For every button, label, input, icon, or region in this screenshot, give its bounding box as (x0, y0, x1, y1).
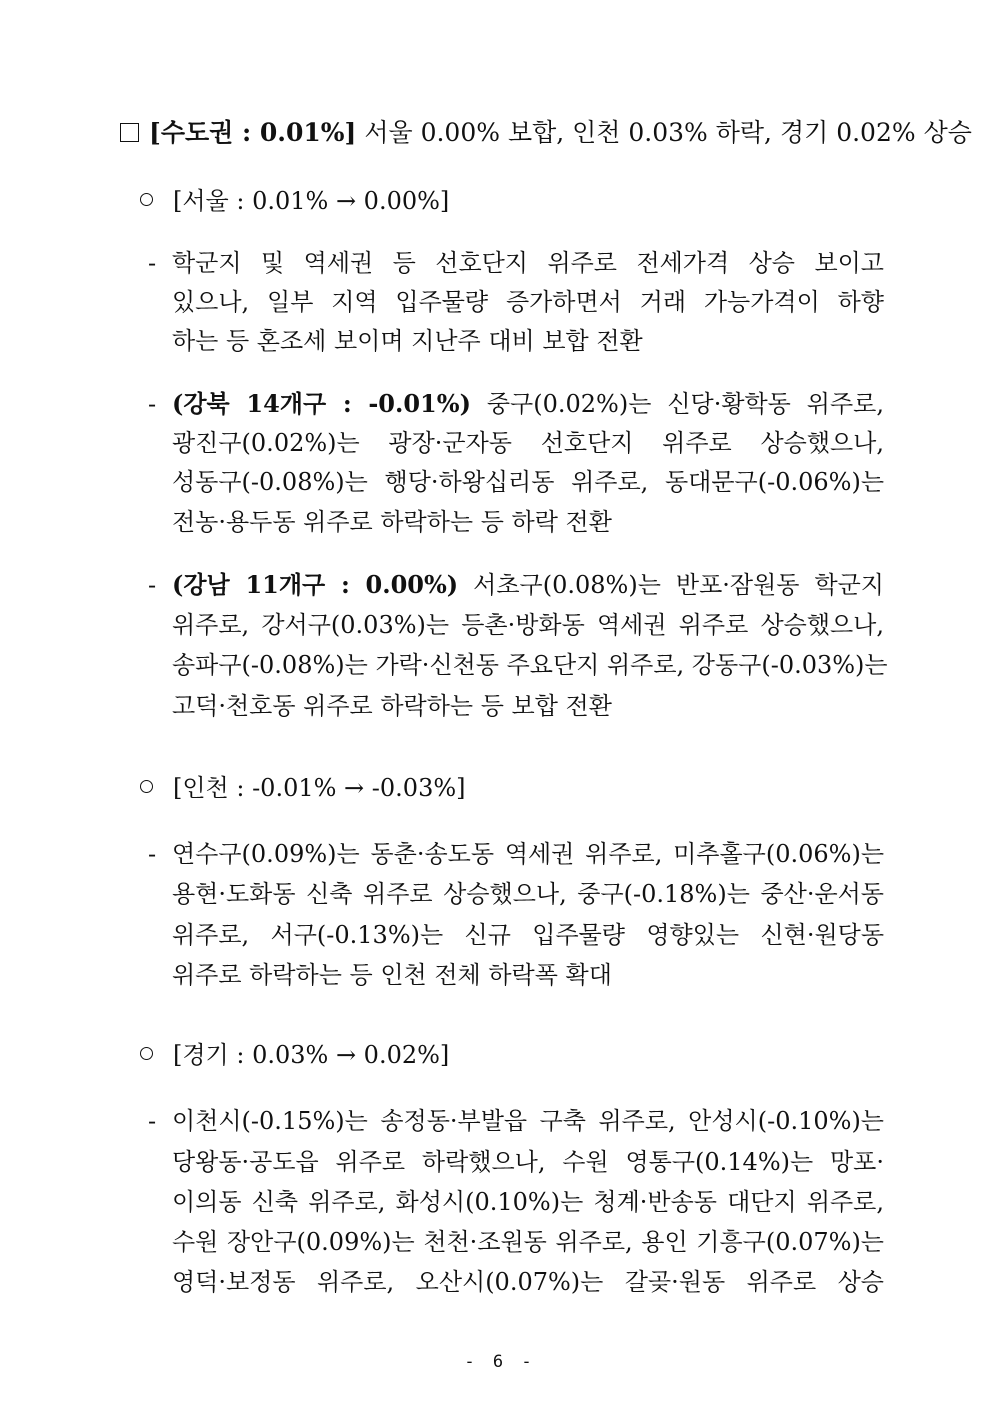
paragraph-line: 있으나, 일부 지역 입주물량 증가하면서 거래 가능가격이 하향 (172, 288, 884, 316)
paragraph-line: 학군지 및 역세권 등 선호단지 위주로 전세가격 상승 보이고 (172, 249, 884, 277)
paragraph-line: 송파구(-0.08%)는 가락·신천동 주요단지 위주로, 강동구(-0.03%)는 (172, 651, 888, 679)
bullet-circle-icon (140, 1047, 153, 1060)
dash-bullet: - (148, 249, 157, 277)
page-number: - 6 - (464, 1352, 536, 1372)
section-title-seoul: [서울 : 0.01% → 0.00%] (140, 186, 449, 216)
district-group-label: (강남 11개구 : 0.00%) (172, 570, 459, 599)
bullet-circle-icon (140, 193, 153, 206)
paragraph-line: 영덕·보정동 위주로, 오산시(0.07%)는 갈곶·원동 위주로 상승 (172, 1268, 884, 1296)
dash-bullet: - (148, 840, 157, 868)
paragraph-line: 광진구(0.02%)는 광장·군자동 선호단지 위주로 상승했으나, (172, 429, 884, 457)
paragraph-line: 당왕동·공도읍 위주로 하락했으나, 수원 영통구(0.14%)는 망포· (172, 1148, 884, 1176)
bullet-circle-icon (140, 780, 153, 793)
region-header-summary: 서울 0.00% 보합, 인천 0.03% 하락, 경기 0.02% 상승 (356, 118, 972, 147)
paragraph-line: 하는 등 혼조세 보이며 지난주 대비 보합 전환 (172, 327, 643, 355)
paragraph-first-line: (강북 14개구 : -0.01%) 중구(0.02%)는 신당·황학동 위주로, (172, 389, 884, 418)
paragraph-line: 연수구(0.09%)는 동춘·송도동 역세권 위주로, 미추홀구(0.06%)는 (172, 840, 884, 868)
section-title-gyeonggi: [경기 : 0.03% → 0.02%] (140, 1040, 449, 1070)
paragraph-line: 위주로 하락하는 등 인천 전체 하락폭 확대 (172, 961, 612, 989)
region-header (120, 118, 972, 148)
paragraph-line: 위주로, 서구(-0.13%)는 신규 입주물량 영향있는 신현·원당동 (172, 921, 884, 949)
paragraph-line: 성동구(-0.08%)는 행당·하왕십리동 위주로, 동대문구(-0.06%)는 (172, 468, 884, 496)
paragraph-line: 수원 장안구(0.09%)는 천천·조원동 위주로, 용인 기흥구(0.07%)는 (172, 1228, 884, 1256)
dash-bullet: - (148, 571, 157, 599)
region-header-label: [수도권 : 0.01%] (149, 118, 357, 147)
section-title-incheon: [인천 : -0.01% → -0.03%] (140, 773, 466, 803)
paragraph-line: 이의동 신축 위주로, 화성시(0.10%)는 청계·반송동 대단지 위주로, (172, 1188, 884, 1216)
paragraph-line: 전농·용두동 위주로 하락하는 등 하락 전환 (172, 508, 612, 536)
dash-bullet: - (148, 390, 157, 418)
paragraph-first-line: (강남 11개구 : 0.00%) 서초구(0.08%)는 반포·잠원동 학군지 (172, 570, 884, 599)
paragraph-line: 이천시(-0.15%)는 송정동·부발읍 구축 위주로, 안성시(-0.10%)는 (172, 1107, 884, 1135)
paragraph-line: 위주로, 강서구(0.03%)는 등촌·방화동 역세권 위주로 상승했으나, (172, 611, 884, 639)
checkbox-square-icon (120, 123, 139, 142)
district-group-label: (강북 14개구 : -0.01%) (172, 389, 471, 418)
paragraph-line: 고덕·천호동 위주로 하락하는 등 보합 전환 (172, 692, 612, 720)
dash-bullet: - (148, 1107, 157, 1135)
paragraph-line: 용현·도화동 신축 위주로 상승했으나, 중구(-0.18%)는 중산·운서동 (172, 880, 884, 908)
